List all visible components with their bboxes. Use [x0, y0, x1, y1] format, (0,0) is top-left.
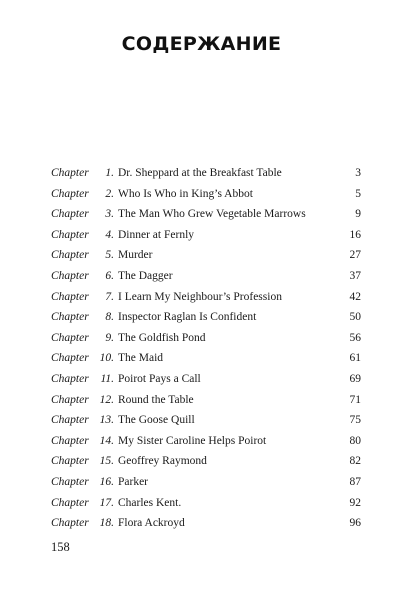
chapter-number: 12. — [99, 393, 114, 406]
chapter-title: Murder — [118, 249, 153, 262]
dot-leader — [284, 175, 349, 176]
page-title: СОДЕРЖАНИЕ — [121, 33, 282, 55]
chapter-label: Chapter — [51, 393, 89, 406]
chapter-number: 16. — [99, 475, 114, 488]
chapter-page: 42 — [349, 290, 361, 303]
chapter-title: The Man Who Grew Vegetable Marrows — [118, 208, 306, 221]
chapter-page: 82 — [349, 455, 361, 468]
chapter-title: Flora Ackroyd — [118, 517, 185, 530]
chapter-title: Who Is Who in King’s Abbot — [118, 187, 253, 200]
dot-leader — [165, 360, 347, 361]
dot-leader — [308, 216, 349, 217]
chapter-label: Chapter — [51, 208, 89, 221]
chapter-page: 16 — [349, 228, 361, 241]
chapter-title: My Sister Caroline Helps Poirot — [118, 434, 267, 447]
chapter-label: Chapter — [51, 496, 89, 509]
toc-entry — [51, 472, 361, 493]
chapter-title: Inspector Raglan Is Confident — [118, 311, 257, 324]
toc-entry — [51, 451, 361, 472]
chapter-number: 11. — [100, 372, 114, 385]
toc-entry — [51, 348, 361, 369]
chapter-label: Chapter — [51, 517, 89, 530]
chapter-title: Dinner at Fernly — [118, 228, 195, 241]
chapter-title: Charles Kent. — [118, 496, 182, 509]
toc-entry — [51, 163, 361, 184]
chapter-page: 27 — [349, 249, 361, 262]
dot-leader — [284, 299, 348, 300]
chapter-page: 80 — [349, 434, 361, 447]
dot-leader — [255, 196, 349, 197]
toc-entry — [51, 390, 361, 411]
dot-leader — [208, 340, 348, 341]
dot-leader — [196, 402, 348, 403]
page-number: 158 — [51, 540, 70, 554]
chapter-number: 7. — [105, 290, 114, 303]
dot-leader — [175, 278, 348, 279]
chapter-label: Chapter — [51, 249, 89, 262]
toc-entry — [51, 369, 361, 390]
chapter-page: 92 — [349, 496, 361, 509]
chapter-number: 9. — [105, 331, 114, 344]
chapter-title: The Goldfish Pond — [118, 331, 206, 344]
toc-entry — [51, 431, 361, 452]
chapter-title: Geoffrey Raymond — [118, 455, 207, 468]
dot-leader — [187, 525, 348, 526]
chapter-label: Chapter — [51, 167, 89, 179]
chapter-label: Chapter — [51, 455, 89, 468]
dot-leader — [258, 319, 347, 320]
dot-leader — [150, 484, 347, 485]
chapter-label: Chapter — [51, 228, 89, 241]
chapter-number: 13. — [99, 414, 114, 427]
chapter-label: Chapter — [51, 475, 89, 488]
dot-leader — [196, 237, 347, 238]
chapter-page: 3 — [355, 167, 361, 179]
chapter-number: 18. — [99, 517, 114, 530]
chapter-number: 10. — [99, 352, 114, 365]
chapter-label: Chapter — [51, 372, 89, 385]
chapter-number: 5. — [105, 249, 114, 262]
chapter-number: 6. — [105, 269, 114, 282]
toc-entry — [51, 493, 361, 514]
chapter-number: 3. — [105, 208, 114, 221]
chapter-title: The Dagger — [118, 269, 173, 282]
dot-leader — [183, 505, 347, 506]
chapter-title: I Learn My Neighbour’s Profession — [118, 290, 282, 303]
chapter-page: 50 — [349, 311, 361, 324]
chapter-title: The Goose Quill — [118, 414, 195, 427]
table-of-contents — [51, 163, 361, 534]
chapter-label: Chapter — [51, 311, 89, 324]
chapter-title: The Maid — [118, 352, 164, 365]
chapter-page: 56 — [349, 331, 361, 344]
chapter-number: 15. — [99, 455, 114, 468]
chapter-page: 9 — [355, 208, 361, 221]
chapter-label: Chapter — [51, 290, 89, 303]
toc-entry — [51, 410, 361, 431]
chapter-page: 61 — [349, 352, 361, 365]
chapter-title: Parker — [118, 475, 149, 488]
chapter-title: Round the Table — [118, 393, 194, 406]
chapter-title: Dr. Sheppard at the Breakfast Table — [118, 167, 282, 179]
dot-leader — [155, 257, 348, 258]
chapter-number: 14. — [99, 434, 114, 447]
dot-leader — [209, 463, 348, 464]
toc-entry — [51, 287, 361, 308]
chapter-page: 96 — [349, 517, 361, 530]
toc-entry — [51, 266, 361, 287]
chapter-title: Poirot Pays a Call — [118, 372, 201, 385]
toc-entry — [51, 245, 361, 266]
chapter-number: 1. — [105, 167, 114, 179]
dot-leader — [197, 422, 348, 423]
chapter-number: 17. — [99, 496, 114, 509]
chapter-number: 4. — [105, 228, 114, 241]
toc-entry — [51, 513, 361, 534]
toc-entry — [51, 184, 361, 205]
toc-entry — [51, 307, 361, 328]
chapter-page: 87 — [349, 475, 361, 488]
chapter-page: 37 — [349, 269, 361, 282]
chapter-page: 69 — [349, 372, 361, 385]
toc-entry — [51, 225, 361, 246]
chapter-number: 8. — [105, 311, 114, 324]
chapter-page: 5 — [355, 187, 361, 200]
toc-entry — [51, 328, 361, 349]
chapter-label: Chapter — [51, 331, 89, 344]
toc-entry — [51, 204, 361, 225]
chapter-page: 75 — [349, 414, 361, 427]
chapter-label: Chapter — [51, 187, 89, 200]
chapter-label: Chapter — [51, 434, 89, 447]
chapter-label: Chapter — [51, 269, 89, 282]
dot-leader — [268, 443, 347, 444]
dot-leader — [203, 381, 348, 382]
chapter-page: 71 — [349, 393, 361, 406]
chapter-label: Chapter — [51, 352, 89, 365]
chapter-label: Chapter — [51, 414, 89, 427]
chapter-number: 2. — [105, 187, 114, 200]
